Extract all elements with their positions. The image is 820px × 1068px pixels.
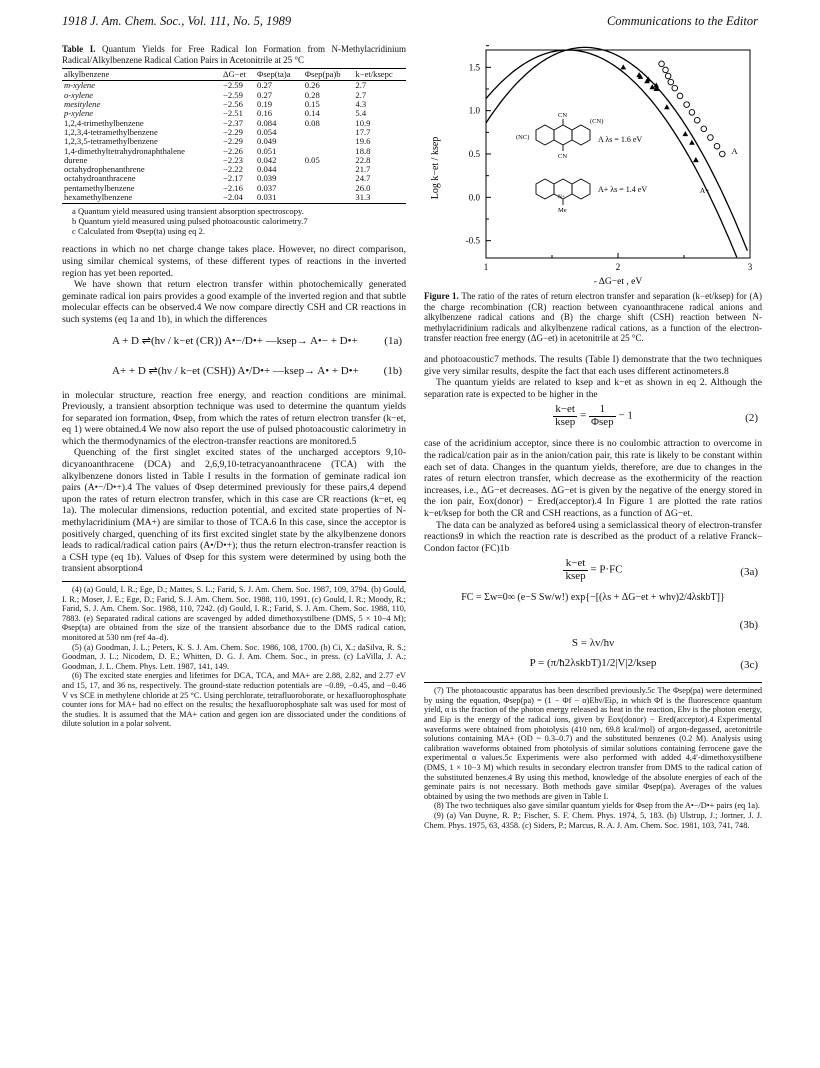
table-cell: −2.29 xyxy=(222,136,243,147)
table-cell: 10.9 xyxy=(355,117,371,128)
left-paragraph-1: reactions in which no net charge change takes place. However, no direct comparison, using similar chemical systems, of these different types of reactions in the inverted region has yet been reported. xyxy=(62,244,406,279)
table-cell: 0.042 xyxy=(257,154,277,165)
table-cell: 26.0 xyxy=(355,182,371,193)
structure-cyanoanthracene xyxy=(536,119,590,151)
equation-1a-body: A + D ⇌(hν / k−et (CR)) A•−/D•+ —ksep→ A•− + D•+ xyxy=(112,334,358,347)
journal-header: 1918 J. Am. Chem. Soc., Vol. 111, No. 5, 1989 xyxy=(62,14,292,28)
eq2-rhs-denominator: Φsep xyxy=(590,415,614,428)
table-caption xyxy=(62,44,406,65)
point-a xyxy=(719,151,725,157)
page-header xyxy=(62,14,758,32)
left-footnotes xyxy=(62,585,406,729)
table-cell: −2.56 xyxy=(222,99,243,110)
table-cell: 1,2,4-trimethylbenzene xyxy=(64,117,144,128)
left-column xyxy=(62,44,406,729)
right-paragraph-1: and photoacoustic7 methods. The results (Table I) demonstrate that the two techniques give very similar results, despite the fact that each uses different actinometers.8 xyxy=(424,353,762,377)
footnote: (9) (a) Van Duyne, R. P.; Fischer, S. F. Chem. Phys. 1974, 5, 183. (b) Ulstrup, J.; Jortner, J. J. Chem. Phys. 1975, 63, 4358. (c) Siders, P.; Marcus, R. A. J. Am. Chem. Soc. 1981, 103, 741, 748. xyxy=(424,811,762,830)
table-cell: 24.7 xyxy=(355,173,371,184)
point-a xyxy=(672,85,678,91)
legend-aplus: A+ λs = 1.4 eV xyxy=(598,185,648,194)
table-cell: durene xyxy=(64,154,88,165)
right-footnotes xyxy=(424,686,762,830)
table-cell: 1,4-dimethyltetrahydronaphthalene xyxy=(64,145,185,156)
table-cell: 5.4 xyxy=(355,108,367,119)
section-header: Communications to the Editor xyxy=(606,14,758,28)
table-cell: 21.7 xyxy=(355,164,371,175)
table-cell: −2.04 xyxy=(221,193,255,204)
table-caption-text: Quantum Yields for Free Radical Ion Formation from N-Methylacridinium Radical/Alkylbenzene Radical Cation Pairs in Acetonitrile at 25 °C xyxy=(62,44,407,65)
table-footnote: b Quantum yield measured using pulsed photoacoustic calorimetry.7 xyxy=(72,216,308,227)
structure-label-cn-top: CN xyxy=(558,112,568,119)
point-a xyxy=(665,73,671,79)
table-cell: 0.16 xyxy=(257,108,273,119)
structure-label-cn-right: (CN) xyxy=(590,118,604,125)
table-cell: o-xylene xyxy=(64,89,94,100)
footnote: (7) The photoacoustic apparatus has been described previously.5c The Φsep(pa) were determined by using the equation, Φsep(pa) = (1 − Φf − α)Ehν/Eiρ, in which Φf is the fluorescence quantum yield, α is the fraction of the photon energy released as heat in the reaction, Ehν is the photon energy, and Eiρ is the energy of the radical ions, given by Eox(donor) − Ered(acceptor).4 Experimental waveforms were obtained from photolysis (410 nm, 69.8 kcal/mol) of argon-degassed, acetonitrile solutions containing MA+ (OD ~ 0.3–0.7) and the substituted benzenes (0.2 M). Analysis using calibration waveforms obtained from photolysis of similar solutions containing ferrocene gave the experimental α values.5c Experiments were also performed with added 4,4′-dimethoxystilbene (DMS, 1 × 10−3 M) which results in secondary electron transfer from DMS to the radical cation of the substituted benzenes.4 By using this method, knowledge of the absolute energies of each of the geminate pairs is not necessary. Both methods gave similar Φsep(pa). Averages of the values obtained by using the two methods are given in Table I. xyxy=(424,686,762,801)
point-a xyxy=(701,126,707,132)
table-cell: 0.051 xyxy=(257,145,277,156)
table-footnotes xyxy=(62,206,406,236)
table-cell: hexamethylbenzene xyxy=(62,193,221,204)
table-cell: 0.28 xyxy=(304,89,320,100)
table-cell: pentamethylbenzene xyxy=(64,182,135,193)
equation-3a xyxy=(424,558,762,588)
equation-2-lhs xyxy=(553,404,577,428)
footnote: (6) The excited state energies and lifetimes for DCA, TCA, and MA+ are 2.88, 2.82, and 2.77 eV and 15, 17, and 36 ns, respectively. The ground-state reduction potentials are −0.89, −0.45, and −0.46 V vs SCE in methylene chloride at 25 °C. Using perchlorate, tetrafluoroborate, or hexafluorophosphate counter ions for MA+ had no effect on the results; the hexafluorophosphate salt was used for most of the studies. It is assumed that the MA+ cation and gegen ion are dissociated under the conditions of dilute solution in a polar solvent. xyxy=(62,671,406,729)
eq2-lhs-denominator: ksep xyxy=(555,415,576,428)
fitted-curves xyxy=(486,47,747,257)
footnote-divider xyxy=(62,581,406,582)
point-a xyxy=(708,135,714,141)
y-ticks xyxy=(466,46,491,246)
table-header-cell: k−et/ksepc xyxy=(353,69,406,81)
table-cell: 0.049 xyxy=(257,136,277,147)
equation-3a-lhs xyxy=(563,558,587,582)
point-a xyxy=(714,143,720,149)
table-cell: −2.26 xyxy=(222,145,243,156)
table-header-cell: alkylbenzene xyxy=(62,69,221,81)
figure-caption xyxy=(424,291,762,344)
table-cell: 0.054 xyxy=(257,126,277,137)
curve-a xyxy=(486,47,747,250)
eq2-lhs-numerator: k−et xyxy=(553,404,577,417)
table-cell: 4.3 xyxy=(355,99,367,110)
table-cell: −2.59 xyxy=(222,80,243,91)
eq2-rhs-numerator: 1 xyxy=(589,404,616,417)
table-cell: 18.8 xyxy=(355,145,371,156)
eq3a-denominator: ksep xyxy=(565,569,586,582)
equation-3c-number: (3c) xyxy=(740,659,758,672)
table-cell: 19.6 xyxy=(355,136,371,147)
table-cell: octahydrophenanthrene xyxy=(64,164,145,175)
table-cell: 1,2,3,4-tetramethylbenzene xyxy=(64,126,158,137)
x-tick-label: 2 xyxy=(615,262,621,272)
table-cell: 0.15 xyxy=(304,99,320,110)
x-ticks xyxy=(484,253,753,272)
x-axis-label: - ΔG−et , eV xyxy=(593,277,643,287)
figure-caption-label: Figure 1. xyxy=(424,291,459,301)
y-tick-label: 0.0 xyxy=(468,192,480,203)
point-aplus xyxy=(689,140,695,145)
table-cell: 2.7 xyxy=(355,89,367,100)
table-cell: 0.031 xyxy=(255,193,303,204)
equation-1b-number: (1b) xyxy=(383,364,402,377)
table-header-cell: Φsep(ta)a xyxy=(255,69,303,81)
table-cell: −2.29 xyxy=(222,126,243,137)
table-cell: −2.59 xyxy=(222,89,243,100)
equation-3b xyxy=(424,592,762,616)
point-aplus xyxy=(693,157,699,162)
equation-2-rhs xyxy=(589,404,616,428)
eq3b-body: FC = Σw=0∞ (e−S Sw/w!) exp{−[(λs + ΔG−et + whν)2/4λskbT]} xyxy=(461,592,725,604)
plot-frame xyxy=(486,50,750,258)
table-cell: 0.26 xyxy=(304,80,320,91)
data-points xyxy=(620,61,725,162)
table-cell: 22.8 xyxy=(355,154,371,165)
point-a xyxy=(668,79,674,85)
quantum-yield-table xyxy=(62,68,406,204)
eq3c-s: S = λv/hν xyxy=(571,637,615,650)
figure-1 xyxy=(424,44,762,289)
table-cell: 1,2,3,5-tetramethylbenzene xyxy=(64,136,158,147)
table-cell: 0.08 xyxy=(304,117,320,128)
point-aplus xyxy=(620,64,626,69)
equation-3b-number: (3b) xyxy=(739,619,758,632)
y-tick-label: -0.5 xyxy=(465,235,480,246)
table-header-cell: ΔG−et xyxy=(221,69,255,81)
y-tick-label: 0.5 xyxy=(468,149,480,159)
table-cell: 31.3 xyxy=(353,193,406,204)
figure-caption-text: The ratio of the rates of return electron transfer and separation (k−et/ksep) for (A) the charge recombination (CR) reaction between cyanoanthracene radical anions and alkylbenzene radical cations and (B) the charge shift (CSH) reaction between N-methylacridinium radicals and alkylbenzene radical cations, as a function of the electron-transfer reaction free energy (ΔG−et) in acetonitrile at 25 °C. xyxy=(424,291,762,344)
structure-label-cn-bottom: CN xyxy=(558,153,568,160)
left-paragraph-2: We have shown that return electron transfer within photochemically generated geminate radical ion pairs provides a good example of the inverted region and that subtle molecular effects can be observed.4 We now compare directly CSH and CR reactions in such systems (eq 1a and 1b), in which the differences xyxy=(62,279,406,325)
table-caption-label: Table I. xyxy=(62,44,96,54)
left-paragraph-4: Quenching of the first singlet excited states of the uncharged acceptors 9,10-dicyanoanthracene (DCA) and 2,6,9,10-tetracyanoanthracene (TCA) with the alkylbenzene donors listed in Table I results in the formation of geminate radical ion pairs (A•−/D•+).4 The values of Φsep determined previously for these pairs,4 depend upon the rates of return electron transfer, which in this case are CR reactions (k−et, eq 1a). The molecular dimensions, reduction potential, and excited state properties of N-methylacridinium (MA+) are similar to those of TCA.6 In this case, since the acceptor is positively charged, quenching of its first excited singlet state by the alkylbenzene donors leads to radical/radical cation pairs (A•/D•+); thus the return electron-transfer reaction is a CSH type (eq 1b). Values of Φsep for this system were determined by using both the transient absorption4 xyxy=(62,447,406,575)
table-cell: 0.27 xyxy=(257,80,273,91)
equation-3a-number: (3a) xyxy=(740,566,758,579)
table-footnote: c Calculated from Φsep(ta) using eq 2. xyxy=(72,226,205,237)
footnote: (4) (a) Gould, I. R.; Ege, D.; Mattes, S. L.; Farid, S. J. Am. Chem. Soc. 1987, 109, 3794. (b) Gould, I. R.; Moser, J. E.; Ege, D.; Farid, S. J. Am. Chem. Soc. 1988, 110, 1991. (c) Gould, I. R.; Moody, R.; Farid, S. J. Am. Chem. Soc. 1988, 110, 7242. (d) Gould, I. R.; Farid, S. J. Am. Chem. Soc. 1988, 110, 7883. (e) Separated radical cations are scavenged by added dimethoxystilbene (DMS, 5 × 10−4 M); Φsep(ta) are obtained from the size of the transient absorbance due to the DMS radical cation, monitored at 530 nm (ref 4a–d). xyxy=(62,585,406,642)
table-cell: −2.17 xyxy=(222,173,243,184)
eq3a-rhs: = P·FC xyxy=(590,563,623,576)
table-cell: −2.22 xyxy=(222,164,243,175)
equation-1a-number: (1a) xyxy=(384,334,402,347)
table-cell: 0.14 xyxy=(304,108,320,119)
table-cell: 0.05 xyxy=(304,154,320,165)
equation-1b-body: A+ + D ⇌(hν / k−et (CSH)) A•/D•+ —ksep→ A• + D•+ xyxy=(112,364,359,377)
table-cell: 2.7 xyxy=(355,80,367,91)
footnote: (5) (a) Goodman, J. L.; Peters, K. S. J. Am. Chem. Soc. 1986, 108, 1700. (b) Ci, X.; daSilva, R. S.; Goodman, J. L.; Nicodem, D. E.; Whitten, D. G. J. Am. Chem. Soc., in press. (c) LaVilla, J. A.; Goodman, J. L. Chem. Phys. Lett. 1987, 141, 149. xyxy=(62,642,406,671)
figure-1-plot xyxy=(424,44,762,289)
table-cell: 0.037 xyxy=(257,182,277,193)
table-row xyxy=(62,193,406,204)
table-cell xyxy=(303,137,354,146)
table-header-row xyxy=(62,69,406,81)
table-cell: −2.37 xyxy=(222,117,243,128)
table-cell: p-xylene xyxy=(64,108,94,119)
table-cell: 17.7 xyxy=(355,126,371,137)
curve-label-a: A xyxy=(731,146,738,156)
equation-3c-line2 xyxy=(424,658,762,676)
point-aplus xyxy=(683,131,689,136)
point-a xyxy=(684,102,690,108)
footnote-divider-right xyxy=(424,682,762,683)
eq3a-numerator: k−et xyxy=(563,558,587,571)
right-paragraph-2: The quantum yields are related to ksep and k−et as shown in eq 2. Although the separation rate is expected to be higher in the xyxy=(424,377,762,400)
table-cell: 0.27 xyxy=(257,89,273,100)
table-cell: 0.044 xyxy=(257,164,277,175)
eq3c-p: P = (π/ħ2λskbT)1/2|V|2/ksep xyxy=(529,657,657,670)
equation-2-number: (2) xyxy=(745,412,758,425)
table-body xyxy=(62,81,406,204)
y-axis-label: Log k−et / ksep xyxy=(430,136,441,200)
equation-3c-line1 xyxy=(424,638,762,654)
footnote: (8) The two techniques also gave similar quantum yields for Φsep from the A•−/D•+ pairs (eq 1a). xyxy=(434,801,760,811)
equation-2: $\frac{k-et}{\text{ksep}}$ = $\frac{1}{\text{Φsep}}$ − 1 (2) xyxy=(555,403,758,428)
point-a xyxy=(689,110,695,116)
table-cell: mesitylene xyxy=(64,99,101,110)
x-tick-label: 1 xyxy=(483,262,489,272)
equation-1a xyxy=(62,330,406,356)
point-a xyxy=(677,93,683,99)
table-cell xyxy=(303,174,354,183)
right-paragraph-4: The data can be analyzed as before4 using a semiclassical theory of electron-transfer reactions9 in which the reaction rate is described as the product of a relative Franck–Condon factor (FC)1b xyxy=(424,519,762,554)
point-a xyxy=(659,61,665,67)
table-cell xyxy=(303,165,354,174)
table-footnote: a Quantum yield measured using transient absorption spectroscopy. xyxy=(72,206,304,217)
curve-aplus xyxy=(486,50,737,257)
y-tick-label: 1.0 xyxy=(468,105,480,116)
table-cell: −2.16 xyxy=(222,182,243,193)
right-paragraph-3: case of the acridinium acceptor, since there is no coulombic attraction to overcome in the radical/cation pair as in the anion/cation pair, this rate is likely to be constant within each set of data. Changes in the quantum yields, therefore, are due to changes in the rates of return electron transfer, which decrease as the exothermicity of the reaction increases, i.e., ΔG−et decreases. ΔG−et is given by the negative of the energy stored in the ion pair, Eox(donor) − Ered(acceptor).4 In Figure 1 are plotted the rate ratios k−et/ksep for both the CR and CSH reactions, as a function of ΔG−et. xyxy=(424,438,762,519)
table-header-cell: Φsep(pa)b xyxy=(303,69,354,81)
table-cell: −2.23 xyxy=(222,154,243,165)
table-cell xyxy=(303,128,354,137)
table-cell: octahydroanthracene xyxy=(64,173,136,184)
table-cell: 0.039 xyxy=(257,173,277,184)
table-cell: 0.19 xyxy=(257,99,273,110)
eq2-tail: − 1 xyxy=(618,409,633,422)
left-paragraph-3: in molecular structure, reaction free energy, and reaction conditions are minimal. Previously, a transient absorption technique was used to determine the quantum yields for separated ion formation, Φsep, from which the rates of return electron transfer (k−et, eq 1) were obtained.4 We now also report the use of pulsed photoacoustic calorimetry in which the thermodynamics of the electron-transfer reactions are monitored.5 xyxy=(62,389,406,447)
table-cell: m-xylene xyxy=(64,80,96,91)
structure-acridinium xyxy=(536,179,590,205)
structure-label-me: Me xyxy=(558,207,567,214)
equation-1b xyxy=(62,360,406,386)
table-cell: 0.084 xyxy=(257,117,277,128)
table-cell xyxy=(303,193,354,204)
legend-a: A λs = 1.6 eV xyxy=(598,135,643,144)
point-a xyxy=(663,67,669,73)
point-aplus xyxy=(664,104,670,109)
point-a xyxy=(694,117,700,123)
structure-label-nc: (NC) xyxy=(516,134,530,141)
x-tick-label: 3 xyxy=(747,262,753,272)
y-tick-label: 1.5 xyxy=(468,62,480,73)
right-column xyxy=(424,44,762,830)
table-cell xyxy=(303,184,354,193)
curve-label-aplus: A+ xyxy=(699,186,710,195)
table-cell: −2.51 xyxy=(222,108,243,119)
structure-label-n: N+ xyxy=(558,194,566,200)
